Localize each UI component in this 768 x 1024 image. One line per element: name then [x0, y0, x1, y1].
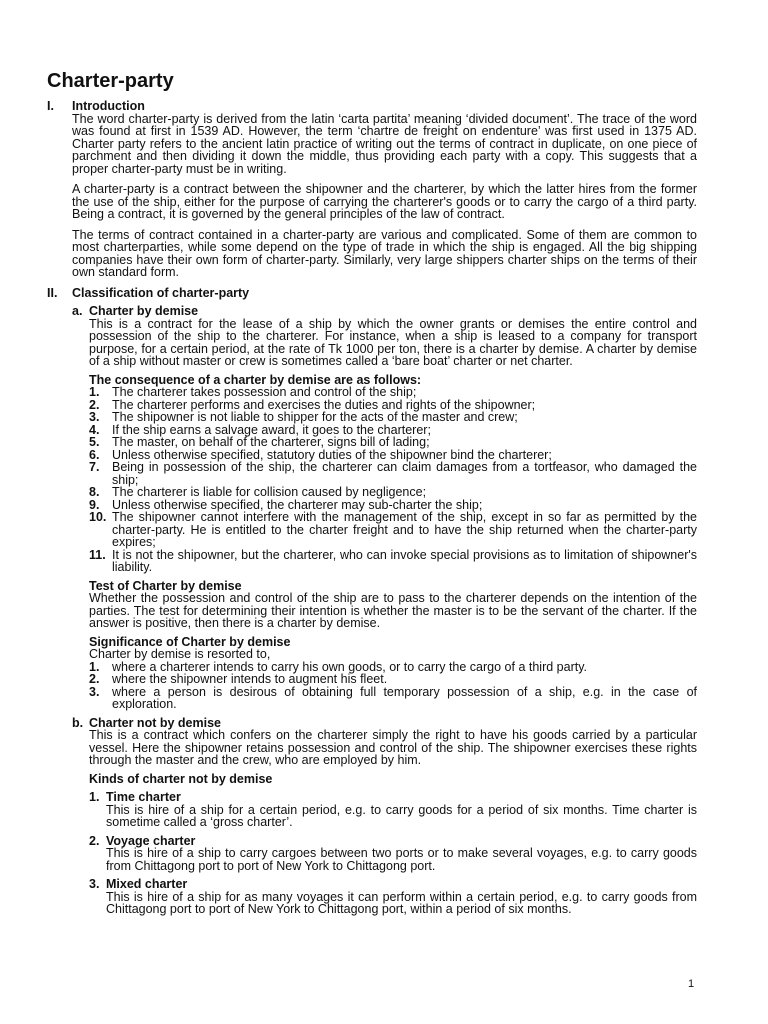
subsection-title: Charter by demise	[89, 304, 199, 318]
list-item: 2. where the shipowner intends to augment his fleet.	[89, 672, 388, 686]
subsection-title: Charter not by demise	[89, 715, 221, 730]
list-item: 1. where a charterer intends to carry his own goods, or to carry the cargo of a third party.	[89, 659, 587, 674]
paragraph: Whether the possession and control of the ship are to pass to the charterer depends on the intention of the parties. The test for determining their intention is whether the master is to be the servant of the charter. If the answer is positive, then there is a charter by demise.	[89, 591, 697, 630]
list-item: 3. The shipowner is not liable to shipper for the acts of the master and crew;	[89, 410, 518, 424]
significance-intro: Charter by demise is resorted to,	[89, 647, 271, 661]
paragraph: This is a contract which confers on the charterer simply the right to have his goods carried by a particular vessel. Here the shipowner retains possession and control of the ship. The shipowner exercises these rights through the master and the crew, who are employed by him.	[89, 728, 697, 767]
list-item: 10. The shipowner cannot interfere with the management of the ship, except in so far as permitted by the charter-party. He is entitled to the charter freight and to have the ship returned when the charter-party expires;	[89, 510, 697, 549]
list-item: 7. Being in possession of the ship, the charterer can claim damages from a tortfeasor, who damaged the ship;	[89, 460, 697, 487]
kind-title: Time charter	[106, 790, 181, 804]
paragraph: The word charter-party is derived from the latin ‘carta partita’ meaning ‘divided document’. The trace of the word was found at first in 1539 AD. However, the term ‘chartre de freight on endenture’ was first used in 1375 AD. Charter party refers to the ancient latin practice of writing out the terms of contract in duplicate, on one piece of parchment and then dividing it down the middle, thus providing each party with a copy. This suggests that a proper charter-party must be in writing.	[72, 111, 697, 176]
subsection-charter-by-demise	[72, 305, 697, 711]
consequence-heading: The consequence of a charter by demise are as follows:	[89, 372, 422, 387]
significance-heading: Significance of Charter by demise	[89, 634, 291, 649]
subsection-letter: b.	[72, 715, 84, 730]
kind-title: Mixed charter	[106, 877, 188, 891]
kinds-heading: Kinds of charter not by demise	[89, 771, 273, 786]
subsection-letter: a.	[72, 304, 83, 318]
paragraph: The terms of contract contained in a charter-party are various and complicated. Some of them are common to most charterparties, while some depend on the type of trade in which the ship is engaged. All the big shipping companies have their own form of charter-party. Similarly, very large shippers charter ships on the terms of their own standard form.	[72, 227, 697, 279]
kind-time-charter: 1. Time charter This is hire of a ship for a certain period, e.g. to carry goods for a period of six months. Time charter is sometime called a ‘gross charter’.	[89, 790, 697, 829]
list-item: 11. It is not the shipowner, but the charterer, who can invoke special provisions as to limitation of shipowner's liability.	[89, 547, 697, 574]
list-item: 3. where a person is desirous of obtaining full temporary possession of a ship, e.g. in the case of exploration.	[89, 684, 697, 711]
kind-voyage-charter: 2. Voyage charter This is hire of a ship to carry cargoes between two ports or to make several voyages, e.g. to carry goods from Chittagong port to port of New York to Chittagong port.	[89, 833, 697, 873]
consequence-list	[89, 386, 697, 574]
section-introduction	[47, 100, 697, 279]
kind-text: This is hire of a ship for a certain period, e.g. to carry goods for a period of six months. Time charter is sometime called a ‘gross charter’.	[106, 802, 697, 829]
document-title: Charter-party	[47, 70, 174, 92]
section-number: II.	[47, 285, 58, 300]
kind-text: This is hire of a ship to carry cargoes between two ports or to make several voyages, e.g. to carry goods from Chittagong port to port of New York to Chittagong port.	[106, 846, 697, 873]
paragraph: This is a contract for the lease of a ship by which the owner grants or demises the entire control and possession of the ship to the charterer. For instance, when a ship is leased to a company for transport purpose, for a certain period, at the rate of Tk 1000 per ton, there is a charter by demise. A charter by demise of a ship without master or crew is sometimes called a ‘bare boat’ charter or net charter.	[89, 316, 697, 368]
list-item: 5. The master, on behalf of the charterer, signs bill of lading;	[89, 435, 430, 449]
list-item: 9. Unless otherwise specified, the charterer may sub-charter the ship;	[89, 497, 483, 512]
list-item: 2. The charterer performs and exercises the duties and rights of the shipowner;	[89, 397, 536, 412]
list-item: 6. Unless otherwise specified, statutory duties of the shipowner bind the charterer;	[89, 447, 552, 462]
kind-title: Voyage charter	[106, 833, 196, 848]
significance-list	[89, 661, 697, 711]
test-heading: Test of Charter by demise	[89, 578, 242, 593]
paragraph: A charter-party is a contract between the shipowner and the charterer, by which the latter hires from the former the use of the ship, either for the purpose of carrying the charterer's goods or to carry the cargo of a third party. Being a contract, it is governed by the general principles of the law of contract.	[72, 182, 697, 221]
section-title: Classification of charter-party	[72, 285, 250, 300]
kind-mixed-charter: 3. Mixed charter This is hire of a ship for as many voyages it can perform within a certain period, e.g. to carry goods from Chittagong port to port of New York to Chittagong port, within a period of six months.	[89, 877, 697, 916]
section-number: I.	[47, 99, 54, 113]
list-item: 4. If the ship earns a salvage award, it goes to the charterer;	[89, 422, 431, 437]
section-classification	[47, 287, 697, 916]
document-body	[47, 96, 697, 916]
list-item: 1. The charterer takes possession and control of the ship;	[89, 385, 417, 399]
page-number: 1	[688, 978, 695, 990]
subsection-charter-not-by-demise	[72, 717, 697, 916]
list-item: 8. The charterer is liable for collision caused by negligence;	[89, 485, 427, 499]
section-title: Introduction	[72, 99, 145, 113]
kind-text: This is hire of a ship for as many voyages it can perform within a certain period, e.g. to carry goods from Chittagong port to port of New York to Chittagong port, within a period of six months.	[106, 889, 697, 916]
